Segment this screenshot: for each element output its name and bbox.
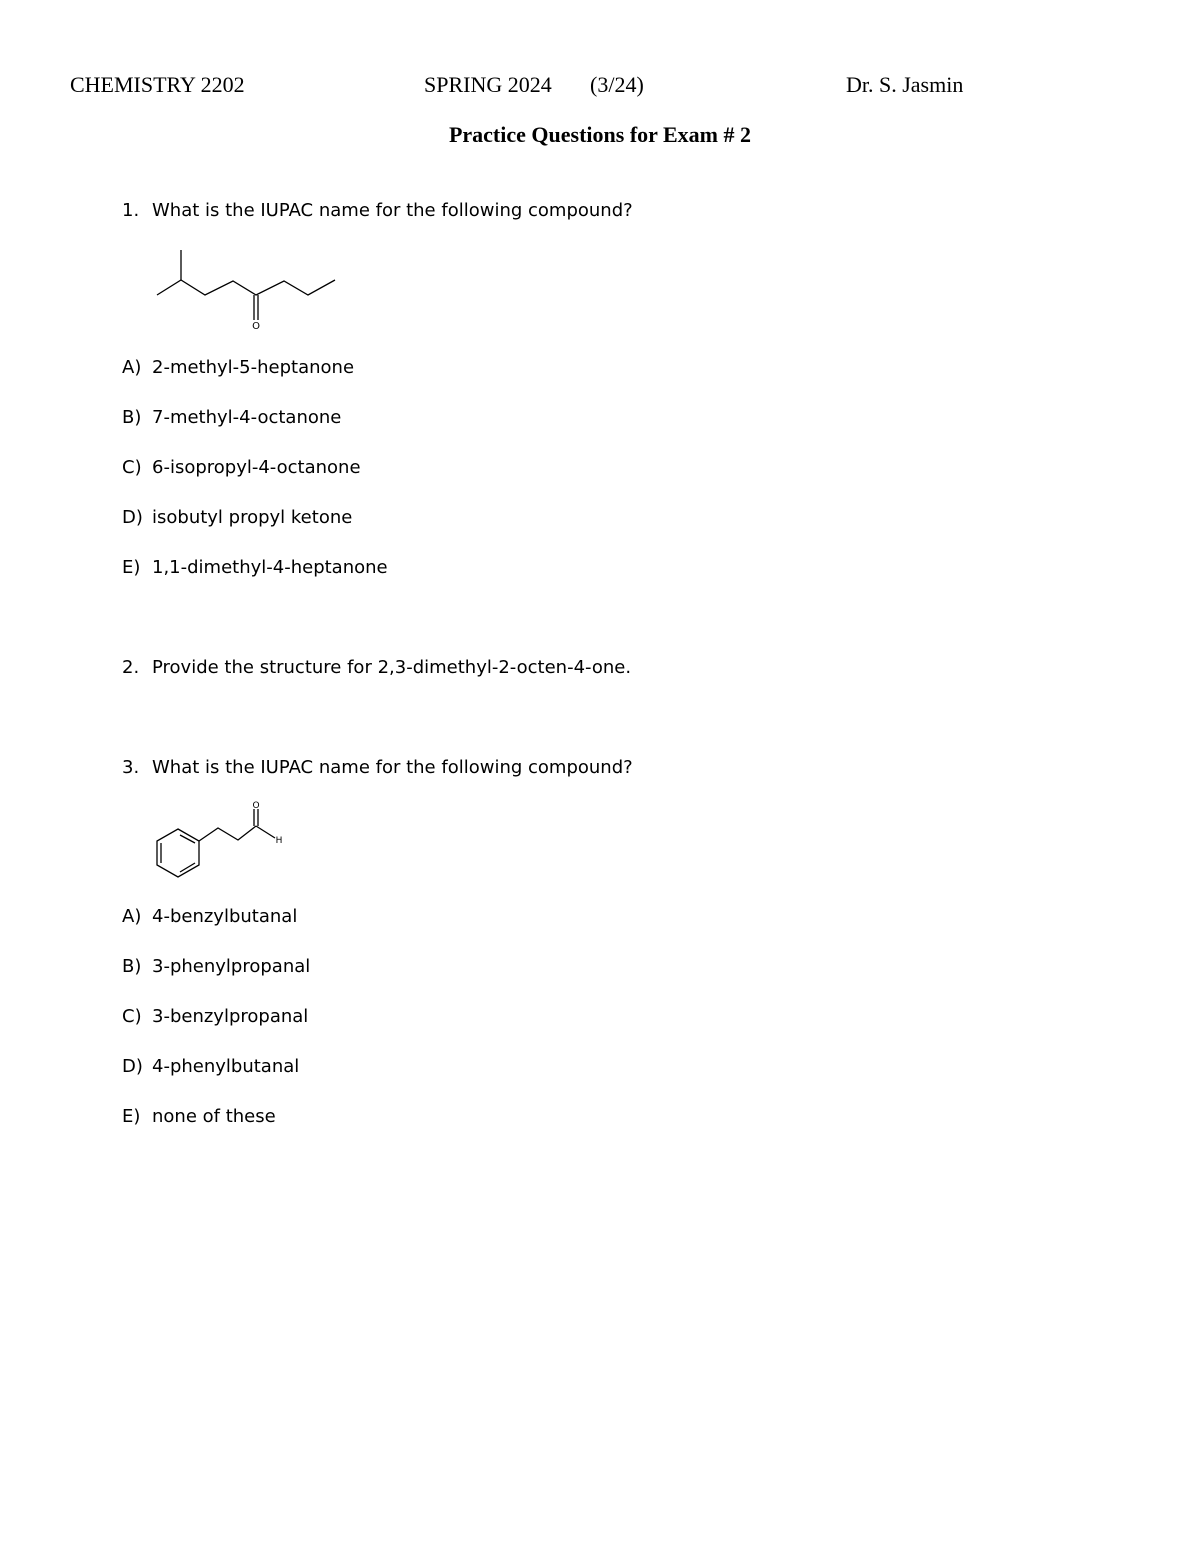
option-label: B) [122,956,142,977]
question-1-option-e [122,557,388,578]
option-label: A) [122,357,142,378]
option-text: 3-benzylpropanal [152,1006,309,1027]
option-label: E) [122,557,141,578]
option-label: C) [122,457,142,478]
option-text: 6-isopropyl-4-octanone [152,457,361,478]
option-label: E) [122,1106,141,1127]
option-label: D) [122,507,143,528]
question-2 [122,657,631,678]
date: (3/24) [590,72,644,97]
option-text: 3-phenylpropanal [152,956,311,977]
question-1-number: 1. [122,200,140,221]
question-1-option-b [122,407,341,428]
question-3-option-d [122,1056,299,1077]
option-label: D) [122,1056,143,1077]
question-3-text: What is the IUPAC name for the following compound? [152,757,633,778]
option-text: 4-benzylbutanal [152,906,298,927]
question-2-number: 2. [122,657,140,678]
question-1-text: What is the IUPAC name for the following compound? [152,200,633,221]
question-2-text: Provide the structure for 2,3-dimethyl-2-octen-4-one. [152,657,632,678]
term: SPRING 2024 [424,72,552,97]
question-3-option-a [122,906,297,927]
hydrogen-atom-label: H [275,836,283,846]
question-1-option-a [122,357,354,378]
question-1-option-c [122,457,361,478]
course-name: CHEMISTRY 2202 [70,72,245,97]
option-label: C) [122,1006,142,1027]
question-1 [122,200,633,221]
instructor: Dr. S. Jasmin [846,72,964,97]
oxygen-atom-label: O [252,321,260,332]
skeletal-bonds [157,809,275,877]
question-3-number: 3. [122,757,140,778]
question-1-option-d [122,507,352,528]
option-text: 7-methyl-4-octanone [152,407,342,428]
option-text: 2-methyl-5-heptanone [152,357,355,378]
question-3-option-e [122,1106,276,1127]
option-text: 4-phenylbutanal [152,1056,300,1077]
oxygen-atom-label: O [252,801,260,811]
option-label: B) [122,407,142,428]
question-1-structure [150,245,350,335]
option-text: none of these [152,1106,276,1127]
question-3-option-b [122,956,310,977]
option-label: A) [122,906,142,927]
question-3-option-c [122,1006,308,1027]
option-text: isobutyl propyl ketone [152,507,353,528]
option-text: 1,1-dimethyl-4-heptanone [152,557,388,578]
page-title: Practice Questions for Exam # 2 [448,122,752,147]
question-3 [122,757,633,778]
skeletal-bonds [157,250,335,320]
question-3-structure [150,800,290,885]
